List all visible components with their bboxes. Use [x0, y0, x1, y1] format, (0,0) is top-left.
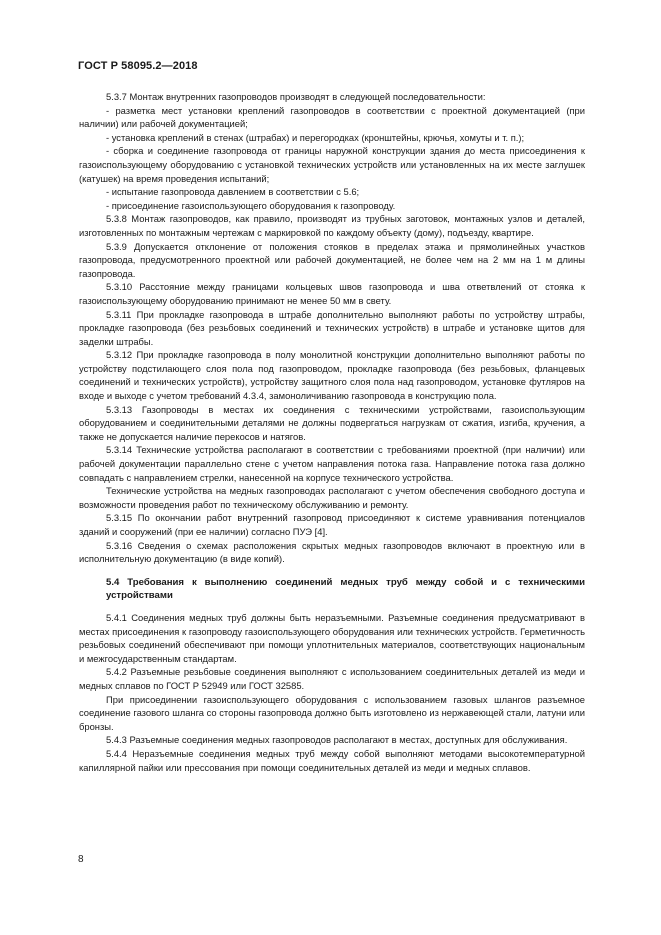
- paragraph: - присоединение газоиспользующего оборудования к газопроводу.: [106, 199, 396, 211]
- paragraph: - сборка и соединение газопровода от границы наружной конструкции здания до места присоединения к газоиспользующему оборудованию с установкой технических устройств или установленных на их месте заглушек (катушек) на время проведения испытаний;: [79, 145, 585, 184]
- paragraph: 5.3.9 Допускается отклонение от положения стояков в пределах этажа и прямолинейных участков газопровода, предусмотренного проектной или рабочей документацией, не более чем на 2 мм на 1 м длины газопровода.: [79, 240, 585, 279]
- paragraph: 5.3.12 При прокладке газопровода в полу монолитной конструкции дополнительно выполняют работы по устройству подстилающего слоя пола под газопроводом, прокладке газопровода (без резьбовых, фланцевых соединений и технических устройств), устройству защитного слоя пола над газопроводом, установке футляров на входе и выходе с учетом требований 4.3.4, замоноличиванию газопровода в конструкцию пола.: [79, 349, 585, 402]
- section-heading: 5.4 Требования к выполнению соединений медных труб между собой и с техническими устройствами: [106, 576, 585, 602]
- paragraph: 5.3.8 Монтаж газопроводов, как правило, производят из трубных заготовок, монтажных узлов и деталей, изготовленных по монтажным чертежам с маркировкой по каждому объекту (дому), подъезду, квартире.: [79, 213, 585, 238]
- paragraph: 5.3.16 Сведения о схемах расположения скрытых медных газопроводов включают в проектную или в исполнительную документацию (в виде копий).: [79, 539, 585, 565]
- paragraph: 5.3.11 При прокладке газопровода в штрабе дополнительно выполняют работы по устройству штрабы, прокладке газопровода (без резьбовых соединений и технических устройств) в штрабе и установке щитов для заделки штрабы.: [79, 308, 585, 347]
- paragraph: 5.3.10 Расстояние между границами кольцевых швов газопровода и шва ответвлений от стояка к газоиспользующему оборудованию принимают не менее 50 мм в свету.: [79, 281, 585, 306]
- paragraph: 5.3.7 Монтаж внутренних газопроводов производят в следующей последовательности:: [106, 91, 486, 102]
- paragraph: 5.3.15 По окончании работ внутренний газопровод присоединяют к системе уравнивания потенциалов зданий и сооружений (при ее наличии) согласно ПУЭ [4].: [79, 512, 585, 537]
- document-header: ГОСТ Р 58095.2—2018: [78, 60, 198, 72]
- paragraph: 5.4.3 Разъемные соединения медных газопроводов располагают в местах, доступных для обслуживания.: [106, 734, 568, 746]
- paragraph: 5.4.2 Разъемные резьбовые соединения выполняют с использованием соединительных деталей из меди и медных сплавов по ГОСТ Р 52949 или ГОСТ 32585.: [79, 666, 585, 691]
- paragraph: 5.3.13 Газопроводы в местах их соединения с техническими устройствами, газоиспользующим оборудованием и соединительными деталями не должны подвергаться нагрузкам от сжатия, изгиба, кручения, а также не допускается наличие перекосов и натягов.: [79, 403, 585, 442]
- paragraph: 5.4.4 Неразъемные соединения медных труб между собой выполняют методами высокотемпературной капиллярной пайки или прессования при помощи соединительных деталей из меди и медных сплавов.: [79, 747, 585, 773]
- document-body: [79, 90, 585, 774]
- paragraph: 5.4.1 Соединения медных труб должны быть неразъемными. Разъемные соединения предусматривают в местах присоединения к газопроводу газоиспользующего оборудования или технических устройств. Герметичность резьбовых соединений обеспечивают при помощи уплотнительных материалов, соответствующих национальным и межгосударственным стандартам.: [79, 611, 585, 664]
- page-number: 8: [78, 854, 84, 865]
- paragraph: - испытание газопровода давлением в соответствии с 5.6;: [106, 186, 360, 198]
- paragraph: - разметка мест установки креплений газопроводов в соответствии с проектной документацией (при наличии) или рабочей документацией;: [79, 104, 585, 130]
- paragraph: Технические устройства на медных газопроводах располагают с учетом обеспечения свободного доступа и возможности проведения работ по техническому обслуживанию и ремонту.: [79, 485, 585, 510]
- paragraph: 5.3.14 Технические устройства располагают в соответствии с требованиями проектной (при наличии) или рабочей документации параллельно стене с учетом направления потока газа. Направление потока газа должно совпадать с направлением стрелки, нанесенной на корпусе технического устройства.: [79, 444, 585, 483]
- paragraph: - установка креплений в стенах (штрабах) и перегородках (кронштейны, крючья, хомуты и т. п.);: [106, 131, 525, 143]
- paragraph: При присоединении газоиспользующего оборудования с использованием газовых шлангов разъемное соединение газового шланга со стороны газопровода должно быть изготовлено из нержавеющей стали, латуни или бронзы.: [79, 693, 585, 732]
